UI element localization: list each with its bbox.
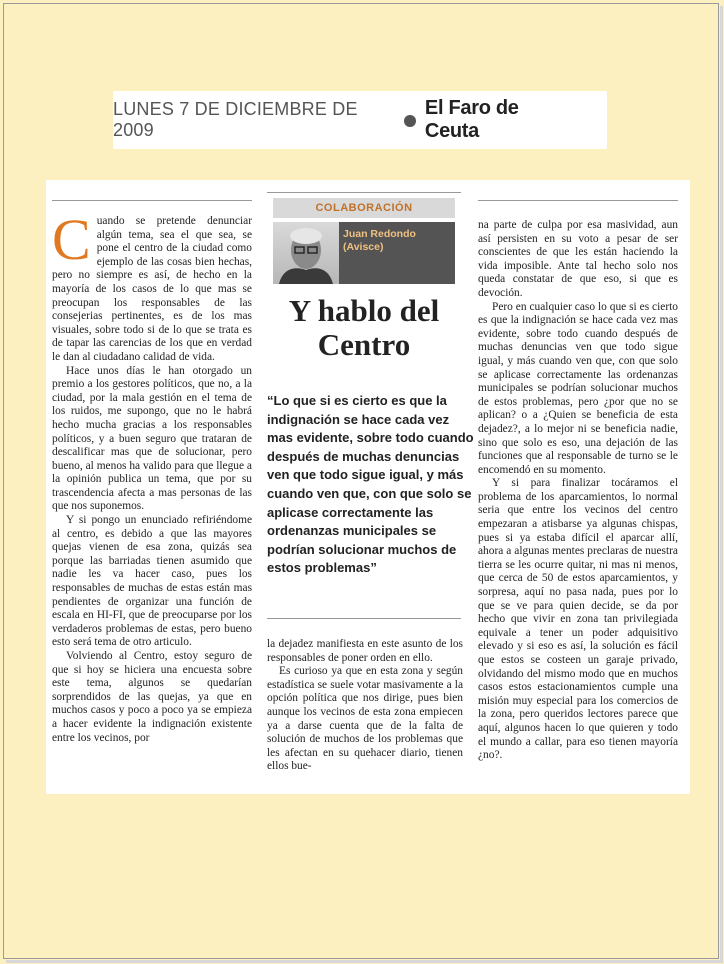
author-byline [343, 228, 416, 254]
author-affiliation: (Avisce) [343, 241, 384, 253]
newspaper-header [113, 91, 607, 149]
paragraph: Hace unos días le han otorgado un premio a los gestores políticos, que no, a la ciudad, por la mala gestión en el tema de los ruidos, me supongo, que no le habrá hecho mucha gracias a los responsables políticos, y a buen seguro que trataran de descalificar mas que de solucionar, pero bueno, al menos ha valido para que llegue a la opinión publica un tema, que por su trascendencia afecta a mas personas de las que nos suponemos. [52, 364, 252, 513]
author-name: Juan Redondo [343, 228, 416, 240]
left-column [52, 200, 252, 829]
paragraph: Es curioso ya que en esta zona y según estadística se suele votar masivamente a la opción política que nos dirige, pues bien aunque los vecinos de esta zona empiecen ya a darse cuenta que de la falta de solución de muchos de los problemas que les afectan en su quehacer diario, tienen ellos bue- [267, 665, 463, 773]
paragraph: Pero en cualquier caso lo que si es cierto es que la indignación se hace cada vez mas evidente, sobre todo cuando después de muchas denuncias ven que todo sigue igual, y más cuando ven que, con que solo se aplicase correctamente las ordenanzas municipales se podrían solucionar muchos de estos problemas, pero ¿por que no se aplican? o a ¿Quien se beneficia de esta dejadez?, a lo mejor ni se beneficia nadie, sino que solo es eso, una dejación de las funciones que al responsable de turno se le encomendó en su momento. [478, 300, 678, 476]
section-label: COLABORACIÓN [273, 198, 455, 218]
center-column-text [267, 638, 463, 774]
issue-date: LUNES 7 DE DICIEMBRE DE 2009 [113, 99, 358, 140]
right-column [478, 200, 678, 833]
pull-quote: “Lo que si es cierto es que la indignación se hace cada vez mas evidente, sobre todo cuando después de muchas denuncias ven que todo sigue igual, y más cuando ven que, con que solo se aplicase correctamente las ordenanzas municipales se podrían solucionar muchos de estos problemas” [267, 393, 474, 576]
paragraph: na parte de culpa por esa masividad, aun así persisten en su voto a pesar de ser conscientes de que les están haciendo la vida imposible. Ante tal hecho solo nos queda constatar de que eso, si que es devoción. [478, 219, 678, 299]
paragraph: Y si para finalizar tocáramos el problema de los aparcamientos, lo normal seria que entre los vecinos del centro empezaran a atisbarse ya algunas chispas, pues si ya estaba difícil el aparcar allí, ahora a algunas mentes preclaras de nuestra tierra se les ocurre quitar, ni mas ni menos, que cerca de 50 de estos aparcamientos, y sorpresa, aquí no pasa nada, pues por lo que se ve para quien decide, se da por hecho que vivir en zona tan privilegiada equivale a tener un poder adquisitivo elevado y si eso es así, la solución es fácil que estos se costeen un garaje privado, olvidando del mismo modo que en muchos casos estos estacionamientos cumple una misión muy especial para los comercios de la zona, pero queridos lectores parece que aquí, algunos hacen lo que quieren y todo el mundo a callar, para eso tienen mayoría ¿no?. [478, 477, 678, 762]
newspaper-name: El Faro de Ceuta [424, 97, 519, 142]
paragraph: la dejadez manifiesta en este asunto de los responsables de poner orden en ello. [267, 638, 463, 664]
dropcap: C [52, 207, 91, 272]
article-clipping [46, 180, 690, 794]
paragraph: Cuando se pretende denunciar algún tema, sea el que sea, se pone el centro de la ciudad como ejemplo de las cosas bien hechas, pero no siempre es así, de hecho en la mayoría de los casos de lo que mas se preocupan los responsables de las consejerias pertinentes, es de los mas visuales, sobre todo si de lo que se trata es de tapar las carencias de los que en verdad le dan al ciudadano calidad de vida. [52, 207, 252, 363]
paragraph: Y si pongo un enunciado refiriéndome al centro, es debido a que las mayores quejas vienen de esa zona, quizás sea porque las barriadas tienen asumido que nadie les va hacer caso, pues los responsables de muchas de estas están mas pendientes de organizar una función de escala en HI-FI, que de preocuparse por los verdaderos problemas de estas, pero bueno esto será tema de otro articulo. [52, 514, 252, 649]
bullet-dot-icon [404, 115, 416, 127]
author-box [273, 222, 455, 284]
headline: Y hablo del Centro [288, 293, 440, 362]
paragraph: Volviendo al Centro, estoy seguro de que si hoy se hiciera una encuesta sobre este tema, algunos se quedarían sorprendidos de las quejas, ya que en muchos casos y poco a poco ya se empieza a hacer evidente la indignación existente entre los vecinos, por [52, 650, 252, 744]
author-photo [273, 222, 339, 284]
